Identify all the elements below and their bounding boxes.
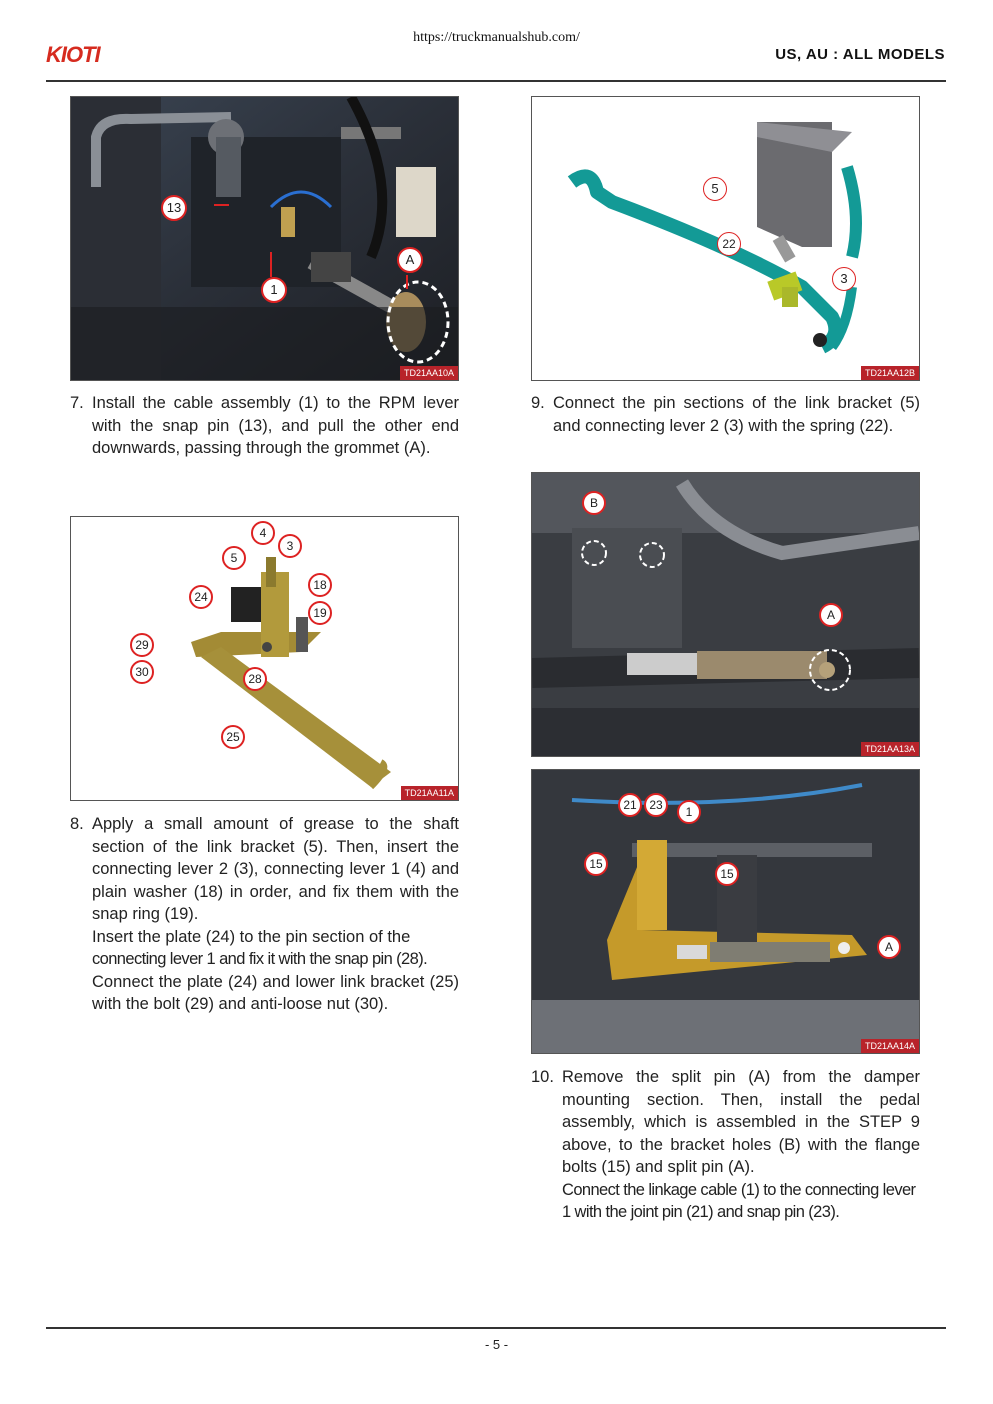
callout-29: 29 [130, 633, 154, 657]
callout-21: 21 [618, 793, 642, 817]
footer-rule [46, 1327, 946, 1329]
step-7 [70, 392, 459, 460]
step-text: Connect the plate (24) and lower link bracket (25) with the bolt (29) and anti-loose nut (30). [92, 972, 459, 1013]
callout-19: 19 [308, 601, 332, 625]
step-number: 9. [531, 394, 545, 412]
callout-1: 1 [261, 277, 287, 303]
brand-logo: KIOTI [46, 42, 100, 67]
header-rule [46, 80, 946, 82]
step-text: Insert the plate (24) to the pin section of the [92, 927, 411, 946]
callout-a: A [877, 935, 901, 959]
callout-30: 30 [130, 660, 154, 684]
step-9 [531, 392, 920, 437]
step-number: 8. [70, 815, 84, 833]
callout-24: 24 [189, 585, 213, 609]
step-10 [531, 1066, 920, 1224]
step-8 [70, 813, 459, 1016]
models-heading: US, AU : ALL MODELS [775, 46, 945, 63]
step-text: connecting lever 1 and fix it with the snap pin (28). [92, 950, 428, 968]
callout-22: 22 [717, 232, 741, 256]
callout-23: 23 [644, 793, 668, 817]
callout-a: A [397, 247, 423, 273]
figure-code: TD21AA13A [861, 742, 919, 756]
callout-5: 5 [222, 546, 246, 570]
figure-code: TD21AA10A [400, 366, 458, 380]
figure-cable-assembly [70, 96, 459, 381]
step-number: 7. [70, 394, 84, 412]
source-url[interactable]: https://truckmanualshub.com/ [413, 30, 580, 45]
figure-code: TD21AA14A [861, 1039, 919, 1053]
drawing-lever-assembly [71, 517, 458, 800]
page-number: - 5 - [484, 1337, 509, 1352]
figure-code: TD21AA12B [861, 366, 919, 380]
figure-bracket-holes [531, 472, 920, 757]
callout-3: 3 [832, 267, 856, 291]
photo-pedal-installed [532, 770, 919, 1053]
callout-3: 3 [278, 534, 302, 558]
callout-b: B [582, 491, 606, 515]
callout-a: A [819, 603, 843, 627]
callout-15-left: 15 [584, 852, 608, 876]
step-text: Remove the split pin (A) from the damper mounting section. Then, install the pedal assembly, which is assembled in the STEP 9 above, to the bracket holes (B) with the flange bolts (15) and split pin (A). [562, 1068, 920, 1176]
callout-25: 25 [221, 725, 245, 749]
callout-18: 18 [308, 573, 332, 597]
photo-cable-assembly [71, 97, 458, 380]
figure-link-bracket-spring [531, 96, 920, 381]
callout-1: 1 [677, 800, 701, 824]
step-text: Connect the linkage cable (1) to the connecting lever 1 with the joint pin (21) and snap pin (23). [562, 1180, 916, 1221]
callout-28: 28 [243, 667, 267, 691]
figure-code: TD21AA11A [401, 786, 458, 800]
step-text: Connect the pin sections of the link bracket (5) and connecting lever 2 (3) with the spring (22). [553, 394, 920, 435]
figure-lever-assembly [70, 516, 459, 801]
figure-pedal-installed [531, 769, 920, 1054]
step-text: Apply a small amount of grease to the shaft section of the link bracket (5). Then, insert the connecting lever 2 (3), connecting lever 1 (4) and plain washer (18) in order, and fix them with the snap ring (19). [92, 815, 459, 923]
step-number: 10. [531, 1068, 554, 1086]
callout-15-right: 15 [715, 862, 739, 886]
callout-4: 4 [251, 521, 275, 545]
callout-5: 5 [703, 177, 727, 201]
step-text: Install the cable assembly (1) to the RPM lever with the snap pin (13), and pull the other end downwards, passing through the grommet (A). [92, 394, 459, 457]
callout-13: 13 [161, 195, 187, 221]
photo-bracket-holes [532, 473, 919, 756]
